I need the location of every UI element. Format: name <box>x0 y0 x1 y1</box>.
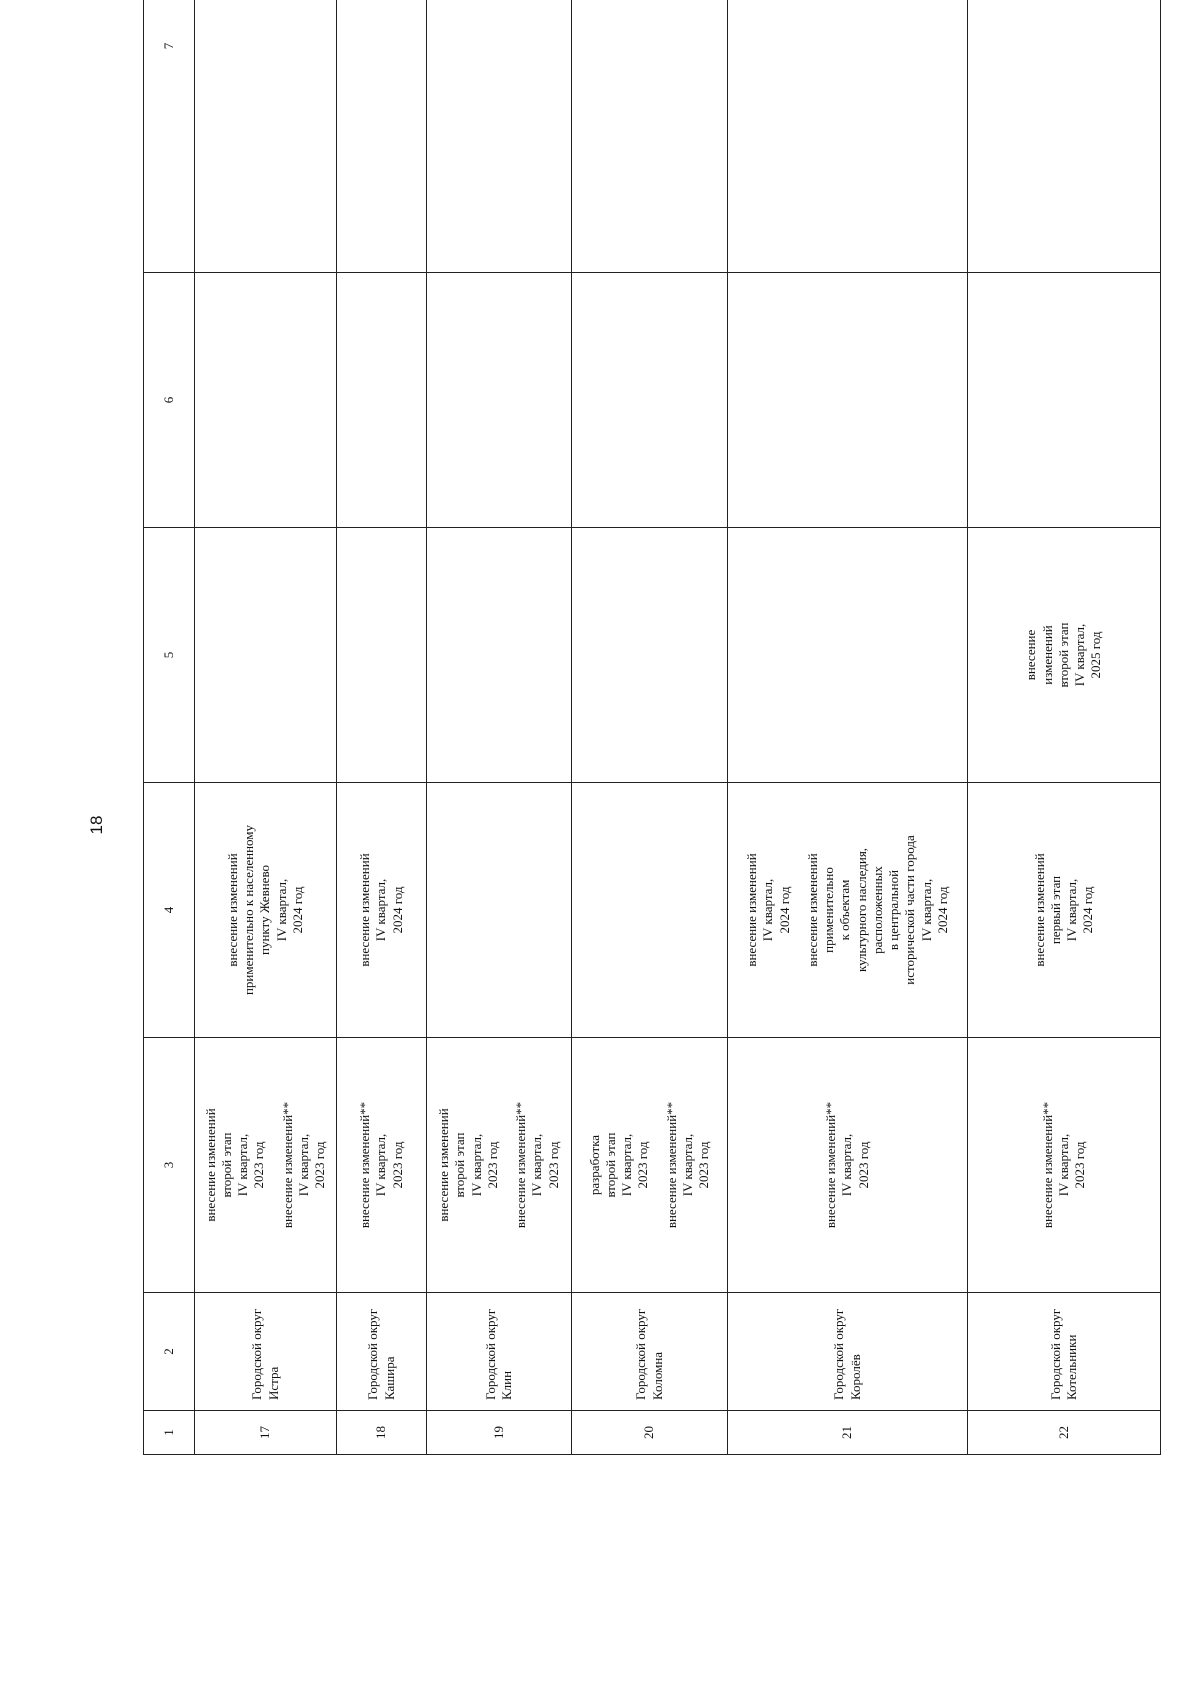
schedule-cell-c7 <box>728 0 968 273</box>
schedule-entry: внесение изменений второй этап IV квартал, 2023 год <box>436 1108 500 1222</box>
schedule-cell-c6 <box>195 273 337 528</box>
schedule-entry: внесение изменений применительно к населенному пункту Жевнево IV квартал, 2024 год <box>224 824 305 996</box>
region-name-text: Городской округ Истра <box>249 1308 281 1400</box>
region-name-text: Городской округ Клин <box>482 1308 514 1400</box>
rotated-table-container <box>143 0 1153 1455</box>
row-number: 17 <box>195 1411 337 1455</box>
schedule-cell-c6 <box>337 273 427 528</box>
region-name-text: Городской округ Коломна <box>633 1308 665 1400</box>
column-number: 7 <box>144 0 195 273</box>
region-name <box>195 1293 337 1411</box>
schedule-cell-c7 <box>968 0 1161 273</box>
region-name <box>968 1293 1161 1411</box>
schedule-cell-c3 <box>572 1038 728 1293</box>
schedule-cell-c7 <box>427 0 572 273</box>
schedule-entry: внесение изменений** IV квартал, 2023 год <box>279 1101 328 1229</box>
table-row <box>968 0 1161 1455</box>
table-body <box>195 0 1161 1455</box>
schedule-entry: разработка второй этап IV квартал, 2023 год <box>586 1132 651 1198</box>
column-number: 6 <box>144 273 195 528</box>
schedule-cell-c4 <box>337 783 427 1038</box>
schedule-table <box>143 0 1161 1455</box>
schedule-cell-c3 <box>968 1038 1161 1293</box>
schedule-cell-c4 <box>427 783 572 1038</box>
schedule-entry: внесение изменений** IV квартал, 2023 год <box>823 1101 871 1229</box>
region-name-text: Городской округ Королёв <box>831 1308 863 1400</box>
schedule-cell-c5 <box>195 528 337 783</box>
schedule-cell-c7 <box>195 0 337 273</box>
region-name <box>728 1293 968 1411</box>
region-name <box>572 1293 728 1411</box>
schedule-cell-c4 <box>572 783 728 1038</box>
table-row <box>195 0 337 1455</box>
schedule-entry: внесение изменений второй этап IV квартал, 2023 год <box>202 1108 267 1222</box>
schedule-cell-c4 <box>728 783 968 1038</box>
schedule-entry: внесение изменений первый этап IV квартал, 2024 год <box>1031 853 1096 967</box>
schedule-entry: внесение изменений** IV квартал, 2023 год <box>663 1101 712 1229</box>
schedule-cell-c6 <box>728 273 968 528</box>
schedule-cell-c3 <box>195 1038 337 1293</box>
page-number: 18 <box>87 815 106 835</box>
schedule-cell-c3 <box>337 1038 427 1293</box>
schedule-cell-c5 <box>968 528 1161 783</box>
column-number: 5 <box>144 528 195 783</box>
row-number: 20 <box>572 1411 728 1455</box>
schedule-cell-c7 <box>572 0 728 273</box>
column-number: 2 <box>144 1293 195 1411</box>
schedule-cell-c6 <box>427 273 572 528</box>
row-number: 19 <box>427 1411 572 1455</box>
schedule-entry: внесение изменений IV квартал, 2024 год <box>744 853 792 967</box>
row-number: 22 <box>968 1411 1161 1455</box>
table-row <box>572 0 728 1455</box>
schedule-cell-c4 <box>968 783 1161 1038</box>
schedule-cell-c3 <box>427 1038 572 1293</box>
table-row <box>337 0 427 1455</box>
schedule-cell-c5 <box>728 528 968 783</box>
schedule-entry: внесение изменений второй этап IV квартал, 2025 год <box>1023 622 1104 688</box>
column-number: 4 <box>144 783 195 1038</box>
schedule-cell-c4 <box>195 783 337 1038</box>
table-row <box>427 0 572 1455</box>
schedule-cell-c3 <box>728 1038 968 1293</box>
schedule-entry: внесение изменений** IV квартал, 2023 год <box>357 1101 405 1229</box>
schedule-entry: внесение изменений** IV квартал, 2023 год <box>513 1101 561 1229</box>
schedule-cell-c6 <box>572 273 728 528</box>
region-name-text: Городской округ Котельники <box>1047 1308 1079 1400</box>
region-name <box>427 1293 572 1411</box>
table-row <box>728 0 968 1455</box>
schedule-cell-c6 <box>968 273 1161 528</box>
row-number: 21 <box>728 1411 968 1455</box>
schedule-cell-c7 <box>337 0 427 273</box>
schedule-cell-c5 <box>572 528 728 783</box>
schedule-cell-c5 <box>427 528 572 783</box>
schedule-entry: внесение изменений применительно к объектам культурного наследия, расположенных в центральной исторической части города IV квартал, 2024 год <box>804 835 950 985</box>
region-name <box>337 1293 427 1411</box>
column-number-row <box>144 0 195 1455</box>
column-number: 1 <box>144 1411 195 1455</box>
column-number: 3 <box>144 1038 195 1293</box>
region-name-text: Городской округ Кашира <box>365 1308 397 1400</box>
schedule-cell-c5 <box>337 528 427 783</box>
schedule-entry: внесение изменений** IV квартал, 2023 год <box>1039 1101 1088 1229</box>
row-number: 18 <box>337 1411 427 1455</box>
schedule-entry: внесение изменений IV квартал, 2024 год <box>357 853 405 967</box>
